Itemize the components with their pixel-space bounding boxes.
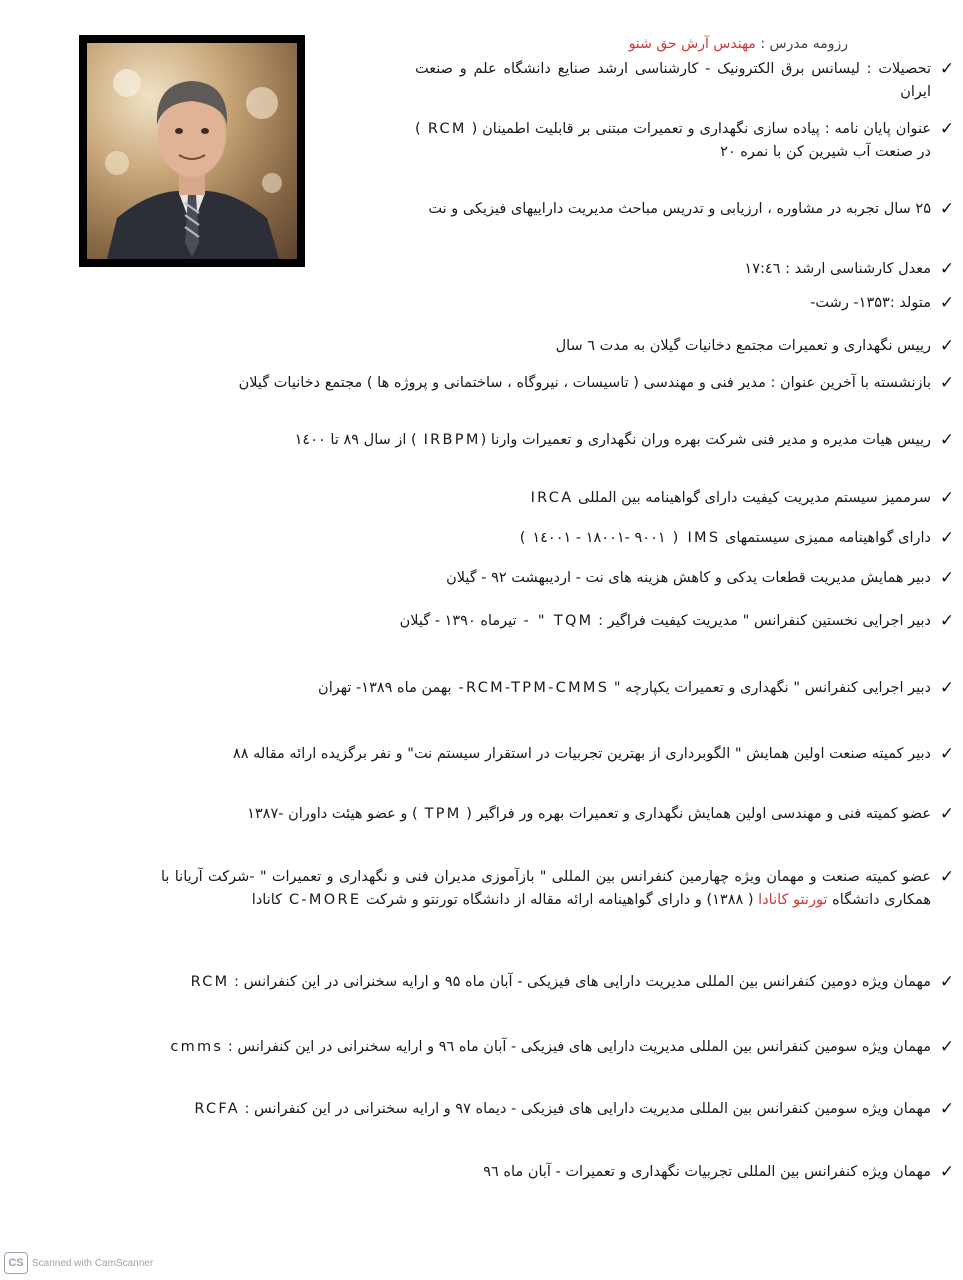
watermark-text: Scanned with CamScanner bbox=[32, 1257, 154, 1269]
checkmark-icon: ✓ bbox=[939, 488, 955, 508]
list-item: ✓ ۲۵ سال تجربه در مشاوره ، ارزیابی و تدریس مباحث مدیریت داراییهای فیزیکی و نت bbox=[415, 198, 963, 221]
list-item: ✓ دبیر کمیته صنعت اولین همایش " الگوبرداری از بهترین تجربیات در استقرار سیستم نت" و نفر برگزیده ارائه مقاله ۸۸ bbox=[77, 743, 963, 766]
checkmark-icon: ✓ bbox=[939, 867, 955, 887]
list-item: ✓ دبیر همایش مدیریت قطعات یدکی و کاهش هزینه های نت - اردیبهشت ۹۲ - گیلان bbox=[77, 567, 963, 590]
checkmark-icon: ✓ bbox=[939, 528, 955, 548]
checkmark-icon: ✓ bbox=[939, 293, 955, 313]
instructor-name: مهندس آرش حق شنو bbox=[628, 36, 756, 52]
resume-title-label: رزومه مدرس : bbox=[760, 36, 848, 52]
checkmark-icon: ✓ bbox=[939, 568, 955, 588]
checkmark-icon: ✓ bbox=[939, 804, 955, 824]
list-item: ✓ عضو کمیته فنی و مهندسی اولین همایش نگهداری و تعمیرات بهره ور فراگیر ( TPM ) و عضو هیئت داوران -۱۳۸۷ bbox=[77, 803, 963, 826]
list-item: ✓ مهمان ویژه سومین کنفرانس بین المللی مدیریت دارایی های فیزیکی - دیماه ۹۷ و ارایه سخنرانی در این کنفرانس : RCFA bbox=[77, 1098, 963, 1121]
list-item: ✓ عنوان پایان نامه : پیاده سازی نگهداری و تعمیرات مبتنی بر قابلیت اطمینان ( RCM ) در صنعت آب شیرین کن با نمره ۲۰ bbox=[415, 118, 963, 164]
checkmark-icon: ✓ bbox=[939, 199, 955, 219]
highlight-text: تورنتو کانادا bbox=[758, 892, 828, 908]
list-item: ✓ تحصیلات : لیسانس برق الکترونیک - کارشناسی ارشد صنایع دانشگاه علم و صنعت ایران bbox=[415, 58, 963, 104]
checkmark-icon: ✓ bbox=[939, 1037, 955, 1057]
checkmark-icon: ✓ bbox=[939, 1162, 955, 1182]
list-item: ✓ رییس نگهداری و تعمیرات مجتمع دخانیات گیلان به مدت ٦ سال bbox=[77, 335, 963, 358]
list-item: ✓ متولد :۱۳۵۳- رشت- bbox=[415, 292, 963, 315]
resume-title bbox=[629, 36, 848, 52]
checkmark-icon: ✓ bbox=[939, 972, 955, 992]
list-item: ✓ مهمان ویژه دومین کنفرانس بین المللی مدیریت دارایی های فیزیکی - آبان ماه ۹۵ و ارایه سخنرانی در این کنفرانس : RCM bbox=[77, 971, 963, 994]
person-portrait-icon bbox=[87, 43, 297, 259]
camscanner-watermark bbox=[4, 1252, 153, 1274]
list-item: ✓ مهمان ویژه کنفرانس بین المللی تجربیات نگهداری و تعمیرات - آبان ماه ۹٦ bbox=[77, 1161, 963, 1184]
checkmark-icon: ✓ bbox=[939, 336, 955, 356]
list-item: ✓ سرممیز سیستم مدیریت کیفیت دارای گواهینامه بین المللی IRCA bbox=[77, 487, 963, 510]
list-item: ✓ دبیر اجرایی کنفرانس " نگهداری و تعمیرات یکپارچه " RCM-TPM-CMMS- بهمن ماه ۱۳۸۹- تهران bbox=[77, 677, 963, 700]
checkmark-icon: ✓ bbox=[939, 259, 955, 279]
checkmark-icon: ✓ bbox=[939, 373, 955, 393]
list-item: ✓ بازنشسته با آخرین عنوان : مدیر فنی و مهندسی ( تاسیسات ، نیروگاه ، ساختمانی و پروژه ها ) مجتمع دخانیات گیلان bbox=[77, 372, 963, 395]
list-item: ✓ رییس هیات مدیره و مدیر فنی شرکت بهره وران نگهداری و تعمیرات وارنا (IRBPM ) از سال ۸۹ تا ۱٤۰۰ bbox=[77, 429, 963, 452]
camscanner-logo-icon: CS bbox=[4, 1252, 28, 1274]
checkmark-icon: ✓ bbox=[939, 119, 955, 139]
list-item: ✓ معدل کارشناسی ارشد : ۱۷:٤٦ bbox=[415, 258, 963, 281]
portrait-frame bbox=[79, 35, 305, 267]
list-item: ✓ عضو کمیته صنعت و مهمان ویژه چهارمین کنفرانس بین المللی " بازآموزی مدیران فنی و نگهداری و تعمیرات " -شرکت آریانا با همکاری دانشگاه تورنتو کانادا ( ۱۳۸۸) و دارای گواهینامه ارائه مقاله از دانشگاه تورنتو و شرکت C-MORE کانادا bbox=[77, 866, 963, 912]
portrait-photo bbox=[87, 43, 297, 259]
checkmark-icon: ✓ bbox=[939, 611, 955, 631]
list-item: ✓ مهمان ویژه سومین کنفرانس بین المللی مدیریت دارایی های فیزیکی - آبان ماه ۹٦ و ارایه سخنرانی در این کنفرانس : cmms bbox=[77, 1036, 963, 1059]
checkmark-icon: ✓ bbox=[939, 678, 955, 698]
checkmark-icon: ✓ bbox=[939, 1099, 955, 1119]
list-item: ✓ دارای گواهینامه ممیزی سیستمهای IMS ( ۱٤۰۰۱ - ۱۸۰۰۱- ۹۰۰۱ ) bbox=[77, 527, 963, 550]
checkmark-icon: ✓ bbox=[939, 744, 955, 764]
list-item: ✓ دبیر اجرایی نخستین کنفرانس " مدیریت کیفیت فراگیر : TQM " - تیرماه ۱۳۹۰ - گیلان bbox=[77, 610, 963, 633]
checkmark-icon: ✓ bbox=[939, 59, 955, 79]
checkmark-icon: ✓ bbox=[939, 430, 955, 450]
